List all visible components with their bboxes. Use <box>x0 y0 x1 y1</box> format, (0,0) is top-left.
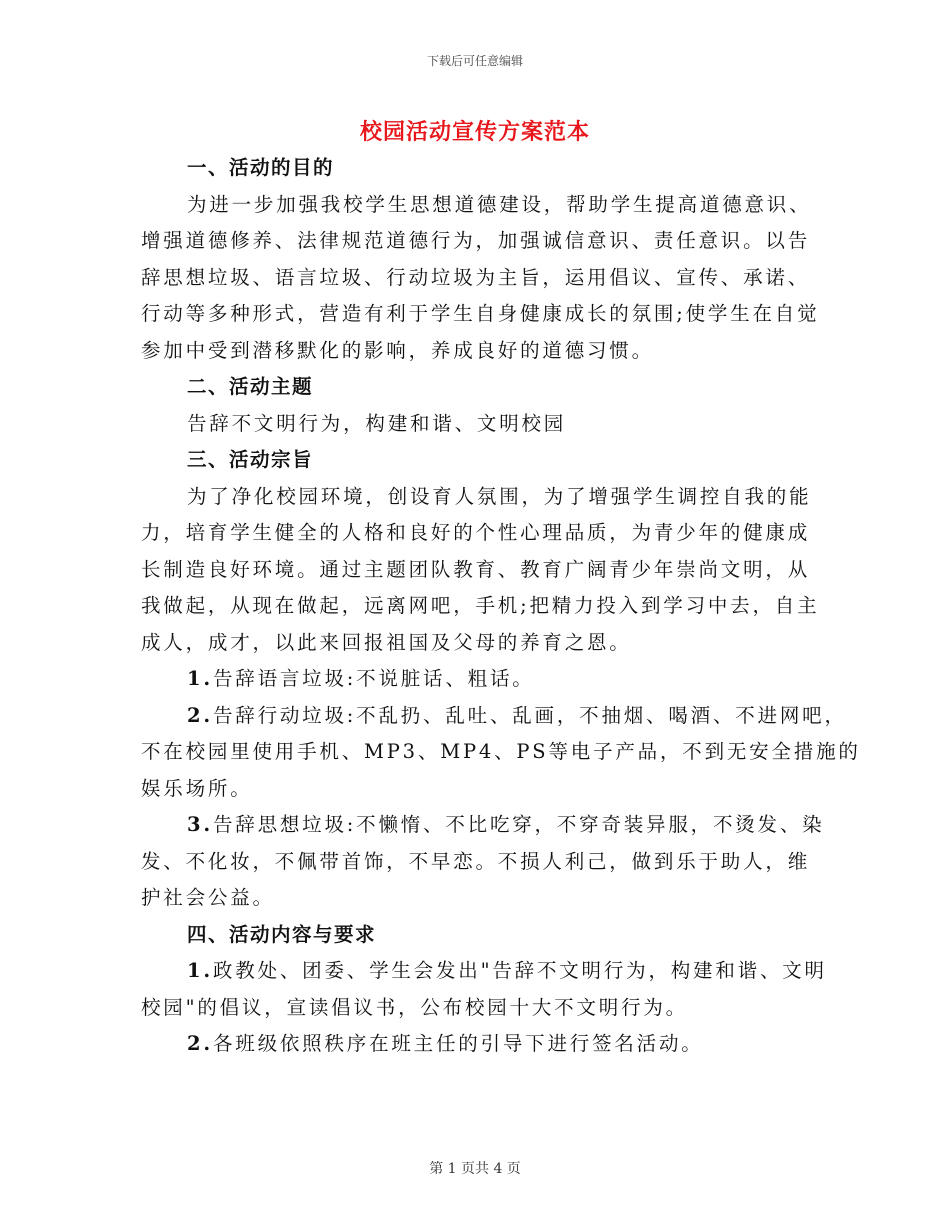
numbered-item <box>141 807 825 844</box>
paragraph-line: 我做起，从现在做起，远离网吧，手机;把精力投入到学习中去，自主 <box>141 594 820 617</box>
paragraph-line: 告辞不文明行为，构建和谐、文明校园 <box>187 411 567 435</box>
item-number: 1. <box>187 667 213 690</box>
section-heading: 一、活动的目的 <box>187 156 335 179</box>
section-heading: 四、活动内容与要求 <box>187 922 377 946</box>
paragraph-line: 不在校园里使用手机、MP3、MP4、PS等电子产品，不到无安全措施的 <box>141 740 861 763</box>
paragraph-line: 辞思想垃圾、语言垃圾、行动垃圾为主旨，运用倡议、宣传、承诺、 <box>141 265 811 289</box>
page-header: 下载后可任意编辑 <box>426 54 523 68</box>
numbered-item <box>141 698 847 735</box>
paragraph-line: 校园"的倡议，宣读倡议书，公布校园十大不文明行为。 <box>141 995 688 1019</box>
item-text: 政教处、团委、学生会发出"告辞不文明行为，构建和谐、文明 <box>212 959 827 982</box>
paragraph-line: 护社会公益。 <box>141 886 275 909</box>
page-footer: 第 1 页共 4 页 <box>429 1161 521 1177</box>
item-number: 1. <box>187 959 213 982</box>
document-title: 校园活动宣传方案范本 <box>359 119 590 145</box>
section-heading: 三、活动宗旨 <box>187 448 314 471</box>
paragraph-line: 行动等多种形式，营造有利于学生自身健康成长的氛围;使学生在自觉 <box>141 302 820 325</box>
document-body <box>141 150 861 1063</box>
section-heading: 二、活动主题 <box>187 375 314 398</box>
paragraph-line: 长制造良好环境。通过主题团队教育、教育广阔青少年崇尚文明，从 <box>141 557 811 581</box>
numbered-item <box>141 1026 821 1063</box>
numbered-item <box>141 661 821 698</box>
item-number: 2. <box>187 1032 213 1055</box>
item-number: 3. <box>187 813 213 836</box>
paragraph-line: 为了净化校园环境，创设育人氛围，为了增强学生调控自我的能 <box>187 484 812 508</box>
numbered-item <box>141 953 827 990</box>
paragraph-line: 参加中受到潜移默化的影响，养成良好的道德习惯。 <box>141 338 654 362</box>
item-text: 告辞思想垃圾:不懒惰、不比吃穿，不穿奇装异服，不烫发、染 <box>212 813 825 836</box>
paragraph-line: 发、不化妆，不佩带首饰，不早恋。不损人利己，做到乐于助人，维 <box>141 849 811 873</box>
paragraph-line: 娱乐场所。 <box>141 776 253 800</box>
item-text: 各班级依照秩序在班主任的引导下进行签名活动。 <box>212 1032 704 1055</box>
paragraph-line: 增强道德修养、法律规范道德行为，加强诚信意识、责任意识。以告 <box>141 229 811 252</box>
paragraph-line: 成人，成才，以此来回报祖国及父母的养育之恩。 <box>141 630 632 654</box>
item-text: 告辞行动垃圾:不乱扔、乱吐、乱画，不抽烟、喝酒、不进网吧， <box>212 703 847 727</box>
item-text: 告辞语言垃圾:不说脏话、粗话。 <box>212 667 535 690</box>
item-number: 2. <box>187 703 213 727</box>
paragraph-line: 力，培育学生健全的人格和良好的个性心理品质，为青少年的健康成 <box>141 521 811 544</box>
paragraph-line: 为进一步加强我校学生思想道德建设，帮助学生提高道德意识、 <box>187 192 812 216</box>
